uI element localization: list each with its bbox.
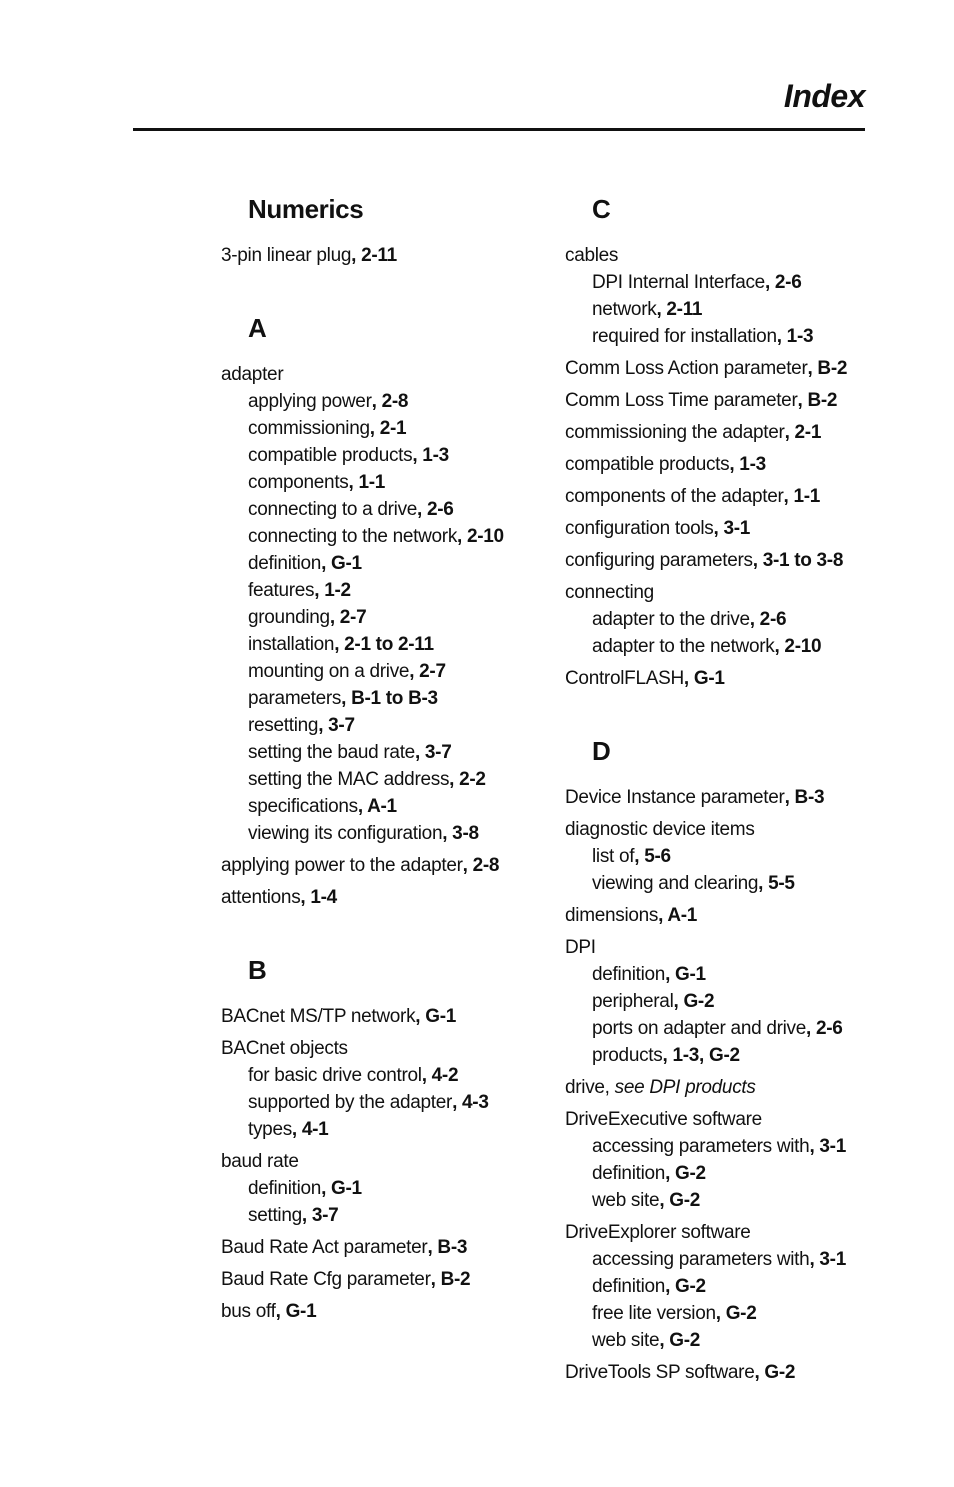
- index-subentry: [248, 523, 561, 550]
- page-reference: , 2-7: [409, 661, 446, 682]
- index-term: setting the MAC address: [248, 769, 450, 790]
- page-reference: , 4-3: [452, 1092, 489, 1113]
- index-entry-line: [565, 1359, 925, 1386]
- index-term: peripheral: [592, 991, 674, 1012]
- index-entry: [221, 1298, 561, 1325]
- index-term: web site: [592, 1190, 660, 1211]
- page-reference: , B-1 to B-3: [341, 688, 438, 709]
- index-term: viewing its configuration: [248, 823, 443, 844]
- index-entry: [565, 784, 925, 811]
- page-reference: , G-2: [659, 1330, 701, 1351]
- page-reference: , 2-2: [449, 769, 486, 790]
- index-term: for basic drive control: [248, 1065, 422, 1086]
- index-entry-line: [565, 784, 925, 811]
- index-term: parameters: [248, 688, 342, 709]
- index-entry: [565, 902, 925, 929]
- index-term: accessing parameters with: [592, 1136, 810, 1157]
- index-entry-line: [565, 1106, 925, 1133]
- index-entry: [565, 1359, 925, 1386]
- page-reference: , 4-1: [291, 1119, 329, 1140]
- index-subentry: [248, 1089, 561, 1116]
- page-reference: , A-1: [357, 796, 397, 817]
- index-entry: [221, 1234, 561, 1261]
- page-reference: , 3-1 to 3-8: [752, 550, 844, 571]
- index-term: adapter: [221, 364, 284, 385]
- page-reference: , 1-3, G-2: [662, 1045, 740, 1066]
- index-column-left: [221, 190, 561, 1365]
- index-subentry: [592, 988, 925, 1015]
- page-reference: , 1-2: [314, 580, 351, 601]
- index-entry: [565, 387, 925, 414]
- page-reference: , G-2: [665, 1163, 706, 1184]
- index-entry: [565, 934, 925, 1069]
- page-reference: , 2-7: [329, 607, 367, 628]
- section-heading: Numerics: [248, 194, 364, 224]
- index-subentry: [248, 442, 561, 469]
- section-heading: C: [592, 194, 611, 224]
- index-entry: [565, 515, 925, 542]
- index-entry: [221, 242, 561, 269]
- index-term: definition: [248, 553, 322, 574]
- index-subentry: [592, 1042, 925, 1069]
- index-entry: [565, 547, 925, 574]
- index-subentry: [592, 1160, 925, 1187]
- index-section: [221, 190, 561, 269]
- index-entry: [221, 852, 561, 879]
- page-reference: , G-2: [754, 1362, 796, 1383]
- index-entry-line: [221, 1234, 561, 1261]
- index-term: connecting: [565, 582, 654, 603]
- index-subentry: [248, 793, 561, 820]
- index-entry: [221, 1003, 561, 1030]
- index-entry: [565, 419, 925, 446]
- index-subentry: [248, 550, 561, 577]
- index-term: configuring parameters: [565, 550, 753, 571]
- index-term: list of: [592, 846, 635, 867]
- index-term: 3-pin linear plug: [221, 245, 352, 266]
- page-reference: , B-2: [797, 390, 838, 411]
- index-term: applying power: [248, 391, 372, 412]
- section-heading: A: [248, 313, 267, 343]
- index-entry: [565, 579, 925, 660]
- page-reference: , 3-7: [318, 715, 355, 736]
- section-heading: D: [592, 736, 611, 766]
- page-reference: , 2-8: [371, 391, 409, 412]
- index-subentry: [592, 961, 925, 988]
- page-reference: , G-1: [275, 1301, 317, 1322]
- index-subentry: [248, 388, 561, 415]
- index-entry-line: [221, 1148, 561, 1175]
- section-heading: B: [248, 955, 267, 985]
- index-term: compatible products: [248, 445, 413, 466]
- index-subentry: [592, 1133, 925, 1160]
- index-subentry: [248, 1175, 561, 1202]
- index-entry: [221, 884, 561, 911]
- index-term: components of the adapter: [565, 486, 784, 507]
- page-reference: , 4-2: [421, 1065, 459, 1086]
- index-term: network: [592, 299, 657, 320]
- index-term: BACnet objects: [221, 1038, 348, 1059]
- index-subentry: [592, 1187, 925, 1214]
- page-reference: , 2-6: [806, 1018, 843, 1039]
- index-entry: [565, 1106, 925, 1214]
- index-term: diagnostic device items: [565, 819, 755, 840]
- page-reference: , B-2: [807, 358, 848, 379]
- title-rule: [133, 128, 865, 131]
- page-reference: , 2-1 to 2-11: [334, 634, 434, 655]
- index-term: connecting to the network: [248, 526, 458, 547]
- index-term: features: [248, 580, 315, 601]
- index-term: definition: [592, 964, 666, 985]
- index-entry: [565, 242, 925, 350]
- index-subentry: [592, 633, 925, 660]
- index-entry-line: [565, 1219, 925, 1246]
- index-term: baud rate: [221, 1151, 299, 1172]
- page-title: Index: [783, 78, 865, 114]
- index-entry-line: [221, 1298, 561, 1325]
- index-subentry: [248, 712, 561, 739]
- index-term: configuration tools: [565, 518, 714, 539]
- page-reference: , 2-8: [462, 855, 500, 876]
- index-term: setting: [248, 1205, 302, 1226]
- index-term: products: [592, 1045, 663, 1066]
- index-term: drive,: [565, 1077, 615, 1098]
- index-subentry: [592, 1300, 925, 1327]
- index-term: Baud Rate Cfg parameter: [221, 1269, 431, 1290]
- index-subentry: [248, 739, 561, 766]
- page-reference: , 5-6: [634, 846, 671, 867]
- page-reference: , 2-1: [369, 418, 407, 439]
- index-term: viewing and clearing: [592, 873, 759, 894]
- index-subentry: [248, 469, 561, 496]
- index-term: compatible products: [565, 454, 730, 475]
- index-term: BACnet MS/TP network: [221, 1006, 416, 1027]
- index-term: dimensions: [565, 905, 659, 926]
- page-reference: , B-3: [427, 1237, 468, 1258]
- index-term: commissioning: [248, 418, 370, 439]
- index-term: bus off: [221, 1301, 276, 1322]
- page-reference: , 2-11: [351, 245, 397, 266]
- index-term: Baud Rate Act parameter: [221, 1237, 428, 1258]
- index-term: free lite version: [592, 1303, 716, 1324]
- index-term: DPI: [565, 937, 596, 958]
- page-reference: , 1-3: [412, 445, 449, 466]
- index-term: DPI Internal Interface: [592, 272, 765, 293]
- page-reference: , 1-1: [348, 472, 386, 493]
- index-subentry: [248, 415, 561, 442]
- page-reference: , 2-6: [417, 499, 454, 520]
- page-reference: , G-1: [683, 668, 725, 689]
- index-term: adapter to the drive: [592, 609, 750, 630]
- index-entry: [565, 1219, 925, 1354]
- index-entry-line: [565, 387, 925, 414]
- page-reference: , G-1: [665, 964, 706, 985]
- index-entry-line: [565, 451, 925, 478]
- index-entry-line: [565, 515, 925, 542]
- index-section: [221, 951, 561, 1325]
- index-subentry: [592, 606, 925, 633]
- index-subentry: [592, 323, 925, 350]
- index-term: accessing parameters with: [592, 1249, 810, 1270]
- index-entry-line: [221, 1003, 561, 1030]
- index-term: resetting: [248, 715, 319, 736]
- index-subentry: [248, 658, 561, 685]
- index-entry: [565, 355, 925, 382]
- page-reference: , 1-3: [729, 454, 766, 475]
- page-reference: , 2-6: [749, 609, 787, 630]
- index-entry: [565, 1074, 925, 1101]
- index-subentry: [248, 496, 561, 523]
- index-entry: [565, 483, 925, 510]
- index-entry: [565, 665, 925, 692]
- index-subentry: [592, 1327, 925, 1354]
- index-entry-line: [565, 419, 925, 446]
- index-term: definition: [592, 1163, 666, 1184]
- page-reference: , 2-10: [457, 526, 504, 547]
- index-entry: [565, 451, 925, 478]
- index-subentry: [248, 577, 561, 604]
- index-entry: [221, 1148, 561, 1229]
- index-term: attentions: [221, 887, 301, 908]
- page-reference: , 3-1: [713, 518, 751, 539]
- index-entry: [221, 361, 561, 847]
- index-term: applying power to the adapter: [221, 855, 463, 876]
- index-term: mounting on a drive: [248, 661, 410, 682]
- page-reference: , 3-1: [809, 1249, 846, 1270]
- page-reference: , B-3: [784, 787, 825, 808]
- page-reference: , G-2: [659, 1190, 701, 1211]
- index-subentry: [592, 1246, 925, 1273]
- page-reference: , G-2: [673, 991, 715, 1012]
- index-entry-line: [565, 242, 925, 269]
- index-entry-line: [565, 547, 925, 574]
- index-term: installation: [248, 634, 335, 655]
- index-subentry: [592, 269, 925, 296]
- index-term: adapter to the network: [592, 636, 775, 657]
- index-term: DriveTools SP software: [565, 1362, 755, 1383]
- page-reference: , 3-7: [301, 1205, 339, 1226]
- index-entry-line: [221, 852, 561, 879]
- page-reference: , G-2: [665, 1276, 706, 1297]
- index-term: definition: [248, 1178, 322, 1199]
- index-entry-line: [565, 1074, 925, 1101]
- index-term: web site: [592, 1330, 660, 1351]
- see-reference: see DPI products: [614, 1077, 756, 1098]
- index-entry-line: [565, 579, 925, 606]
- index-subentry: [592, 870, 925, 897]
- index-subentry: [248, 1202, 561, 1229]
- index-entry-line: [565, 355, 925, 382]
- index-section: [221, 309, 561, 911]
- index-entry-line: [221, 1266, 561, 1293]
- index-term: types: [248, 1119, 292, 1140]
- page-reference: , 1-4: [300, 887, 337, 908]
- index-entry-line: [565, 483, 925, 510]
- index-term: connecting to a drive: [248, 499, 418, 520]
- index-term: Comm Loss Time parameter: [565, 390, 798, 411]
- index-term: Comm Loss Action parameter: [565, 358, 808, 379]
- page-reference: , 2-11: [656, 299, 703, 320]
- index-entry-line: [221, 242, 561, 269]
- index-term: ControlFLASH: [565, 668, 684, 689]
- index-subentry: [248, 766, 561, 793]
- index-term: DriveExplorer software: [565, 1222, 751, 1243]
- page-reference: , G-1: [321, 1178, 362, 1199]
- page-reference: , 3-1: [809, 1136, 846, 1157]
- page-reference: , G-1: [321, 553, 362, 574]
- index-term: required for installation: [592, 326, 777, 347]
- page-reference: , 3-8: [442, 823, 479, 844]
- page-reference: , 2-10: [774, 636, 822, 657]
- page-reference: , A-1: [658, 905, 698, 926]
- index-section: [565, 732, 925, 1386]
- index-entry-line: [221, 884, 561, 911]
- index-subentry: [248, 604, 561, 631]
- index-entry-line: [221, 361, 561, 388]
- index-term: Device Instance parameter: [565, 787, 785, 808]
- page-reference: , G-1: [415, 1006, 457, 1027]
- page-reference: , 1-3: [776, 326, 814, 347]
- index-term: grounding: [248, 607, 330, 628]
- index-entry-line: [221, 1035, 561, 1062]
- index-entry-line: [565, 934, 925, 961]
- page-reference: , 1-1: [783, 486, 821, 507]
- index-term: supported by the adapter: [248, 1092, 453, 1113]
- index-entry: [565, 816, 925, 897]
- index-term: commissioning the adapter: [565, 422, 785, 443]
- index-term: ports on adapter and drive: [592, 1018, 807, 1039]
- page-reference: , 5-5: [758, 873, 795, 894]
- index-entry-line: [565, 816, 925, 843]
- index-subentry: [248, 820, 561, 847]
- index-entry: [221, 1035, 561, 1143]
- index-subentry: [592, 1015, 925, 1042]
- index-subentry: [592, 1273, 925, 1300]
- index-term: DriveExecutive software: [565, 1109, 762, 1130]
- index-entry: [221, 1266, 561, 1293]
- page-reference: , 2-1: [784, 422, 822, 443]
- index-subentry: [592, 296, 925, 323]
- page-reference: , G-2: [715, 1303, 757, 1324]
- index-subentry: [248, 631, 561, 658]
- index-subentry: [248, 685, 561, 712]
- index-entry-line: [565, 665, 925, 692]
- index-term: specifications: [248, 796, 358, 817]
- index-entry-line: [565, 902, 925, 929]
- index-subentry: [248, 1116, 561, 1143]
- index-term: setting the baud rate: [248, 742, 415, 763]
- page-reference: , 3-7: [414, 742, 452, 763]
- page-reference: , 2-6: [764, 272, 802, 293]
- index-term: cables: [565, 245, 619, 266]
- page-reference: , B-2: [430, 1269, 471, 1290]
- index-term: components: [248, 472, 349, 493]
- index-subentry: [592, 843, 925, 870]
- index-section: [565, 190, 925, 692]
- index-term: definition: [592, 1276, 666, 1297]
- index-column-right: [565, 190, 925, 1426]
- index-subentry: [248, 1062, 561, 1089]
